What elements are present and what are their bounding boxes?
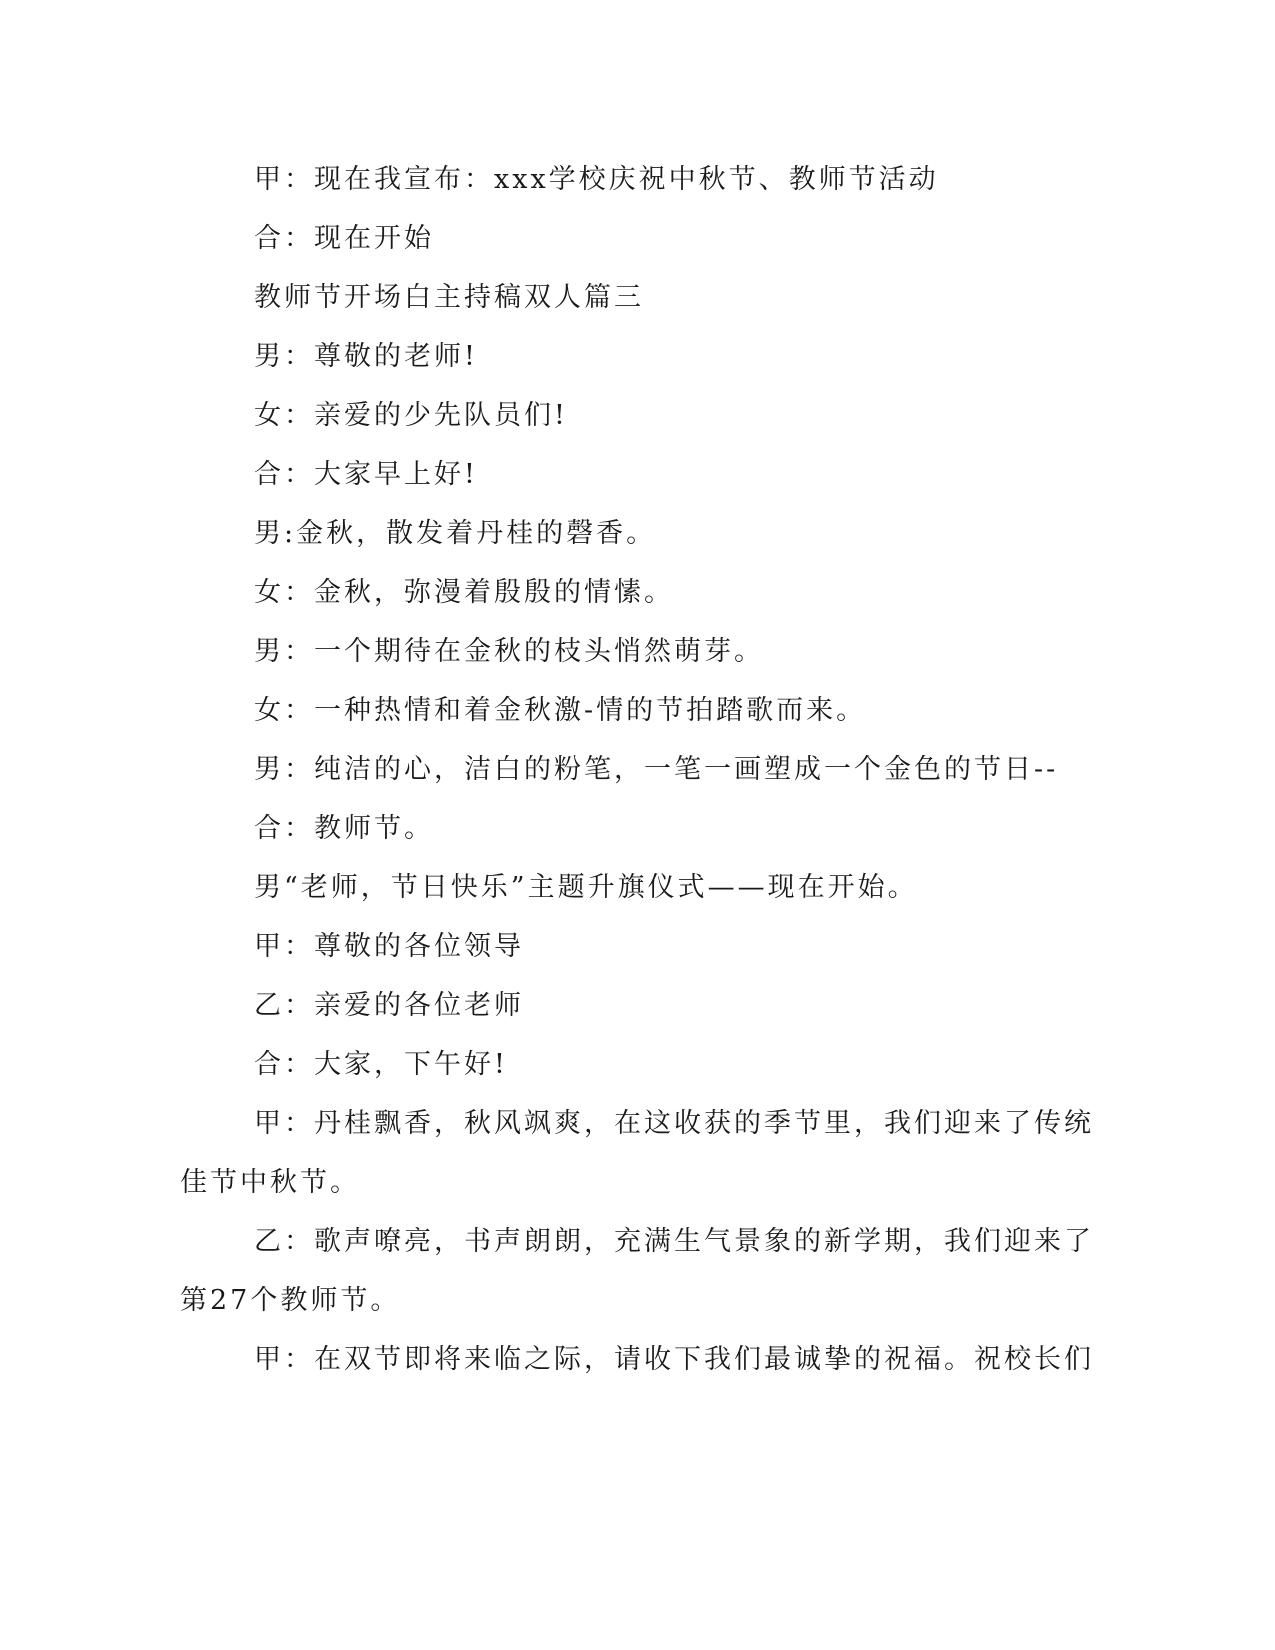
- paragraph-line: 合：大家，下午好!: [254, 1049, 508, 1080]
- document-body: [180, 160, 1094, 1399]
- paragraph-line: 乙：歌声嘹亮，书声朗朗，充满生气景象的新学期，我们迎来了: [254, 1226, 1094, 1257]
- paragraph-line: 甲：在双节即将来临之际，请收下我们最诚挚的祝福。祝校长们: [254, 1344, 1094, 1375]
- paragraph-line: 甲：丹桂飘香，秋风飒爽，在这收获的季节里，我们迎来了传统: [254, 1108, 1094, 1139]
- paragraph-line: 男:金秋，散发着丹桂的磬香。: [254, 518, 657, 549]
- paragraph-line: 合：大家早上好!: [254, 459, 478, 490]
- paragraph-continuation-line: 佳节中秋节。: [180, 1167, 360, 1198]
- paragraph-line: 女：亲爱的少先队员们!: [254, 400, 568, 431]
- paragraph-line: 甲：现在我宣布：xxx学校庆祝中秋节、教师节活动: [254, 164, 939, 195]
- paragraph-line: 男：一个期待在金秋的枝头悄然萌芽。: [254, 636, 764, 667]
- paragraph-line: 甲：尊敬的各位领导: [254, 931, 524, 962]
- paragraph-line: 女：金秋，弥漫着殷殷的情愫。: [254, 577, 674, 608]
- paragraph-line: 男：纯洁的心，洁白的粉笔，一笔一画塑成一个金色的节日--: [254, 754, 1059, 785]
- paragraph-line: 乙：亲爱的各位老师: [254, 990, 524, 1021]
- section-heading: 教师节开场白主持稿双人篇三: [254, 282, 644, 313]
- paragraph-line: 合：现在开始: [254, 223, 434, 254]
- paragraph-line: 男“老师，节日快乐”主题升旗仪式——现在开始。: [254, 872, 918, 903]
- paragraph-line: 男：尊敬的老师!: [254, 341, 478, 372]
- paragraph-line: 女：一种热情和着金秋激-情的节拍踏歌而来。: [254, 695, 867, 726]
- paragraph-line: 合：教师节。: [254, 813, 434, 844]
- paragraph-continuation-line: 第27个教师节。: [180, 1285, 401, 1316]
